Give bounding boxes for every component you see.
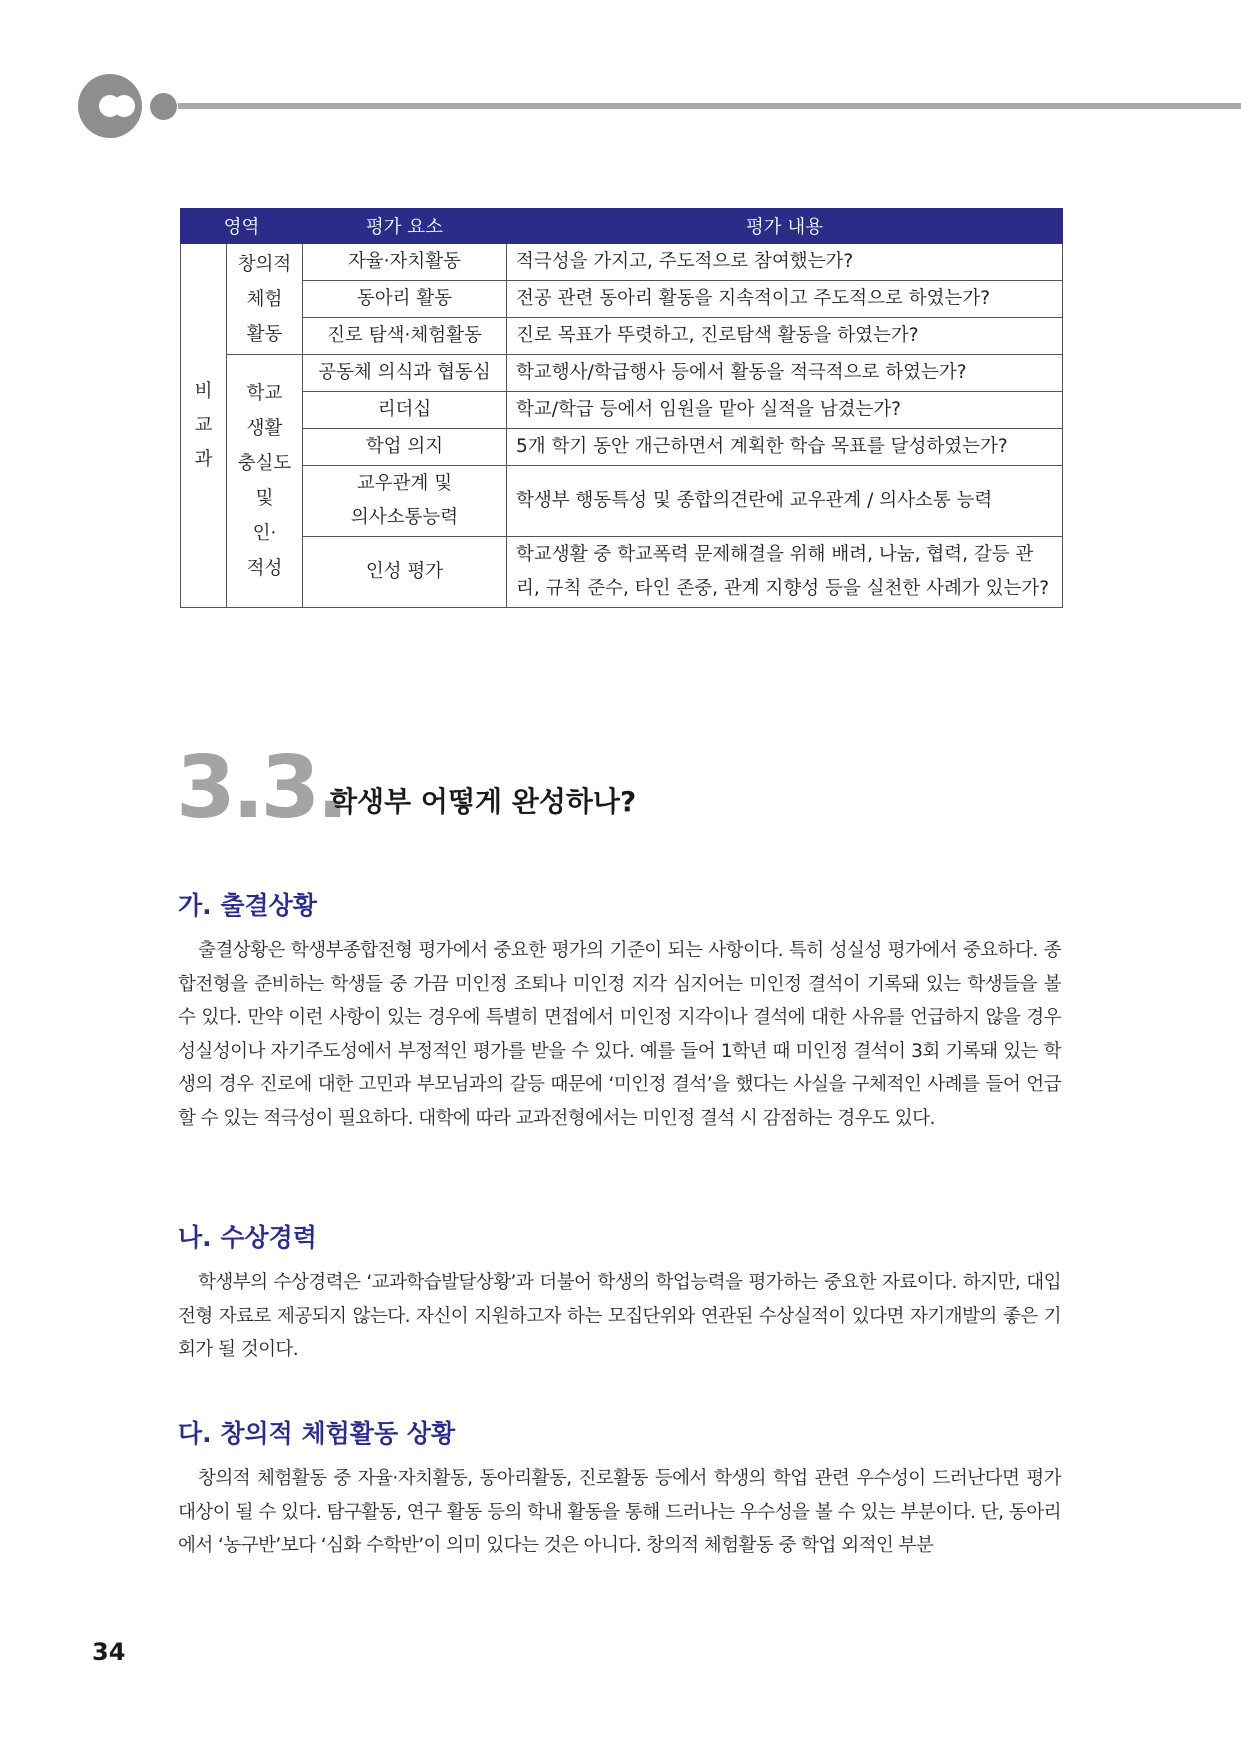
element-cell: 자율·자치활동 <box>303 244 507 281</box>
content-cell: 적극성을 가지고, 주도적으로 참여했는가? <box>507 244 1063 281</box>
group-label-non-subject: 비 교 과 <box>181 244 227 608</box>
subgroup-label-creative: 창의적 체험 활동 <box>227 244 303 355</box>
table-row <box>181 244 1063 281</box>
table-row <box>181 537 1063 608</box>
table-row <box>181 466 1063 537</box>
content-cell: 학교행사/학급행사 등에서 활동을 적극적으로 하였는가? <box>507 355 1063 392</box>
content-cell: 전공 관련 동아리 활동을 지속적이고 주도적으로 하였는가? <box>507 281 1063 318</box>
content-cell: 학교생활 중 학교폭력 문제해결을 위해 배려, 나눔, 협력, 갈등 관 리, 규칙 준수, 타인 존중, 관계 지향성 등을 실천한 사례가 있는가? <box>507 537 1063 608</box>
content-cell: 5개 학기 동안 개근하면서 계획한 학습 목표를 달성하였는가? <box>507 429 1063 466</box>
subgroup-label-school-life: 학교 생활 충실도 및 인· 적성 <box>227 355 303 608</box>
paragraph-creative-activities: 창의적 체험활동 중 자율·자치활동, 동아리활동, 진로활동 등에서 학생의 학업 관련 우수성이 드러난다면 평가 대상이 될 수 있다. 탐구활동, 연구 활동 등의 학내 활동을 통해 드러나는 우수성을 볼 수 있는 부분이다. 단, 동아리에서 ‘농구반’보다 ‘심화 수학반’이 의미 있다는 것은 아니다. 창의적 체험활동 중 학업 외적인 부분 <box>178 1468 1061 1556</box>
header-content: 평가 내용 <box>507 209 1063 244</box>
table-row <box>181 355 1063 392</box>
header-decoration-dot <box>150 93 177 120</box>
page-number: 34 <box>92 1638 126 1666</box>
table-row <box>181 429 1063 466</box>
paragraph-awards: 학생부의 수상경력은 ‘교과학습발달상황’과 더불어 학생의 학업능력을 평가하는 중요한 자료이다. 하지만, 대입 전형 자료로 제공되지 않는다. 자신이 지원하고자 하는 모집단위와 연관된 수상실적이 있다면 자기개발의 좋은 기회가 될 것이다. <box>178 1272 1061 1360</box>
content-cell: 학교/학급 등에서 임원을 맡아 실적을 남겼는가? <box>507 392 1063 429</box>
subsection-heading-creative-activities: 다. 창의적 체험활동 상황 <box>178 1419 456 1448</box>
section-number: 3.3. <box>176 738 346 838</box>
header-area: 영역 <box>181 209 303 244</box>
subsection-heading-attendance: 가. 출결상황 <box>178 891 317 920</box>
content-cell: 진로 목표가 뚜렷하고, 진로탐색 활동을 하였는가? <box>507 318 1063 355</box>
evaluation-table <box>180 208 1063 608</box>
element-cell: 공동체 의식과 협동심 <box>303 355 507 392</box>
element-cell: 학업 의지 <box>303 429 507 466</box>
content-cell: 학생부 행동특성 및 종합의견란에 교우관계 / 의사소통 능력 <box>507 466 1063 537</box>
table-row <box>181 392 1063 429</box>
table-row <box>181 318 1063 355</box>
element-cell: 동아리 활동 <box>303 281 507 318</box>
element-cell: 교우관계 및 의사소통능력 <box>303 466 507 537</box>
header-element: 평가 요소 <box>303 209 507 244</box>
header-decoration-ring <box>113 95 135 117</box>
table-header-row <box>181 209 1063 244</box>
table-row <box>181 281 1063 318</box>
subsection-heading-awards: 나. 수상경력 <box>178 1223 317 1252</box>
section-title: 학생부 어떻게 완성하나? <box>330 785 637 818</box>
element-cell: 리더십 <box>303 392 507 429</box>
element-cell: 진로 탐색·체험활동 <box>303 318 507 355</box>
paragraph-attendance: 출결상황은 학생부종합전형 평가에서 중요한 평가의 기준이 되는 사항이다. 특히 성실성 평가에서 중요하다. 종합전형을 준비하는 학생들 중 가끔 미인정 조퇴나 미인정 지각 심지어는 미인정 결석이 기록돼 있는 학생들을 볼 수 있다. 만약 이런 사항이 있는 경우에 특별히 면접에서 미인정 지각이나 결석에 대한 사유를 언급하지 않을 경우 성실성이나 자기주도성에서 부정적인 평가를 받을 수 있다. 예를 들어 1학년 때 미인정 결석이 3회 기록돼 있는 학생의 경우 진로에 대한 고민과 부모님과의 갈등 때문에 ‘미인정 결석’을 했다는 사실을 구체적인 사례를 들어 언급할 수 있는 적극성이 필요하다. 대학에 따라 교과전형에서는 미인정 결석 시 감점하는 경우도 있다. <box>178 940 1061 1129</box>
header-rule <box>178 103 1241 109</box>
element-cell: 인성 평가 <box>303 537 507 608</box>
